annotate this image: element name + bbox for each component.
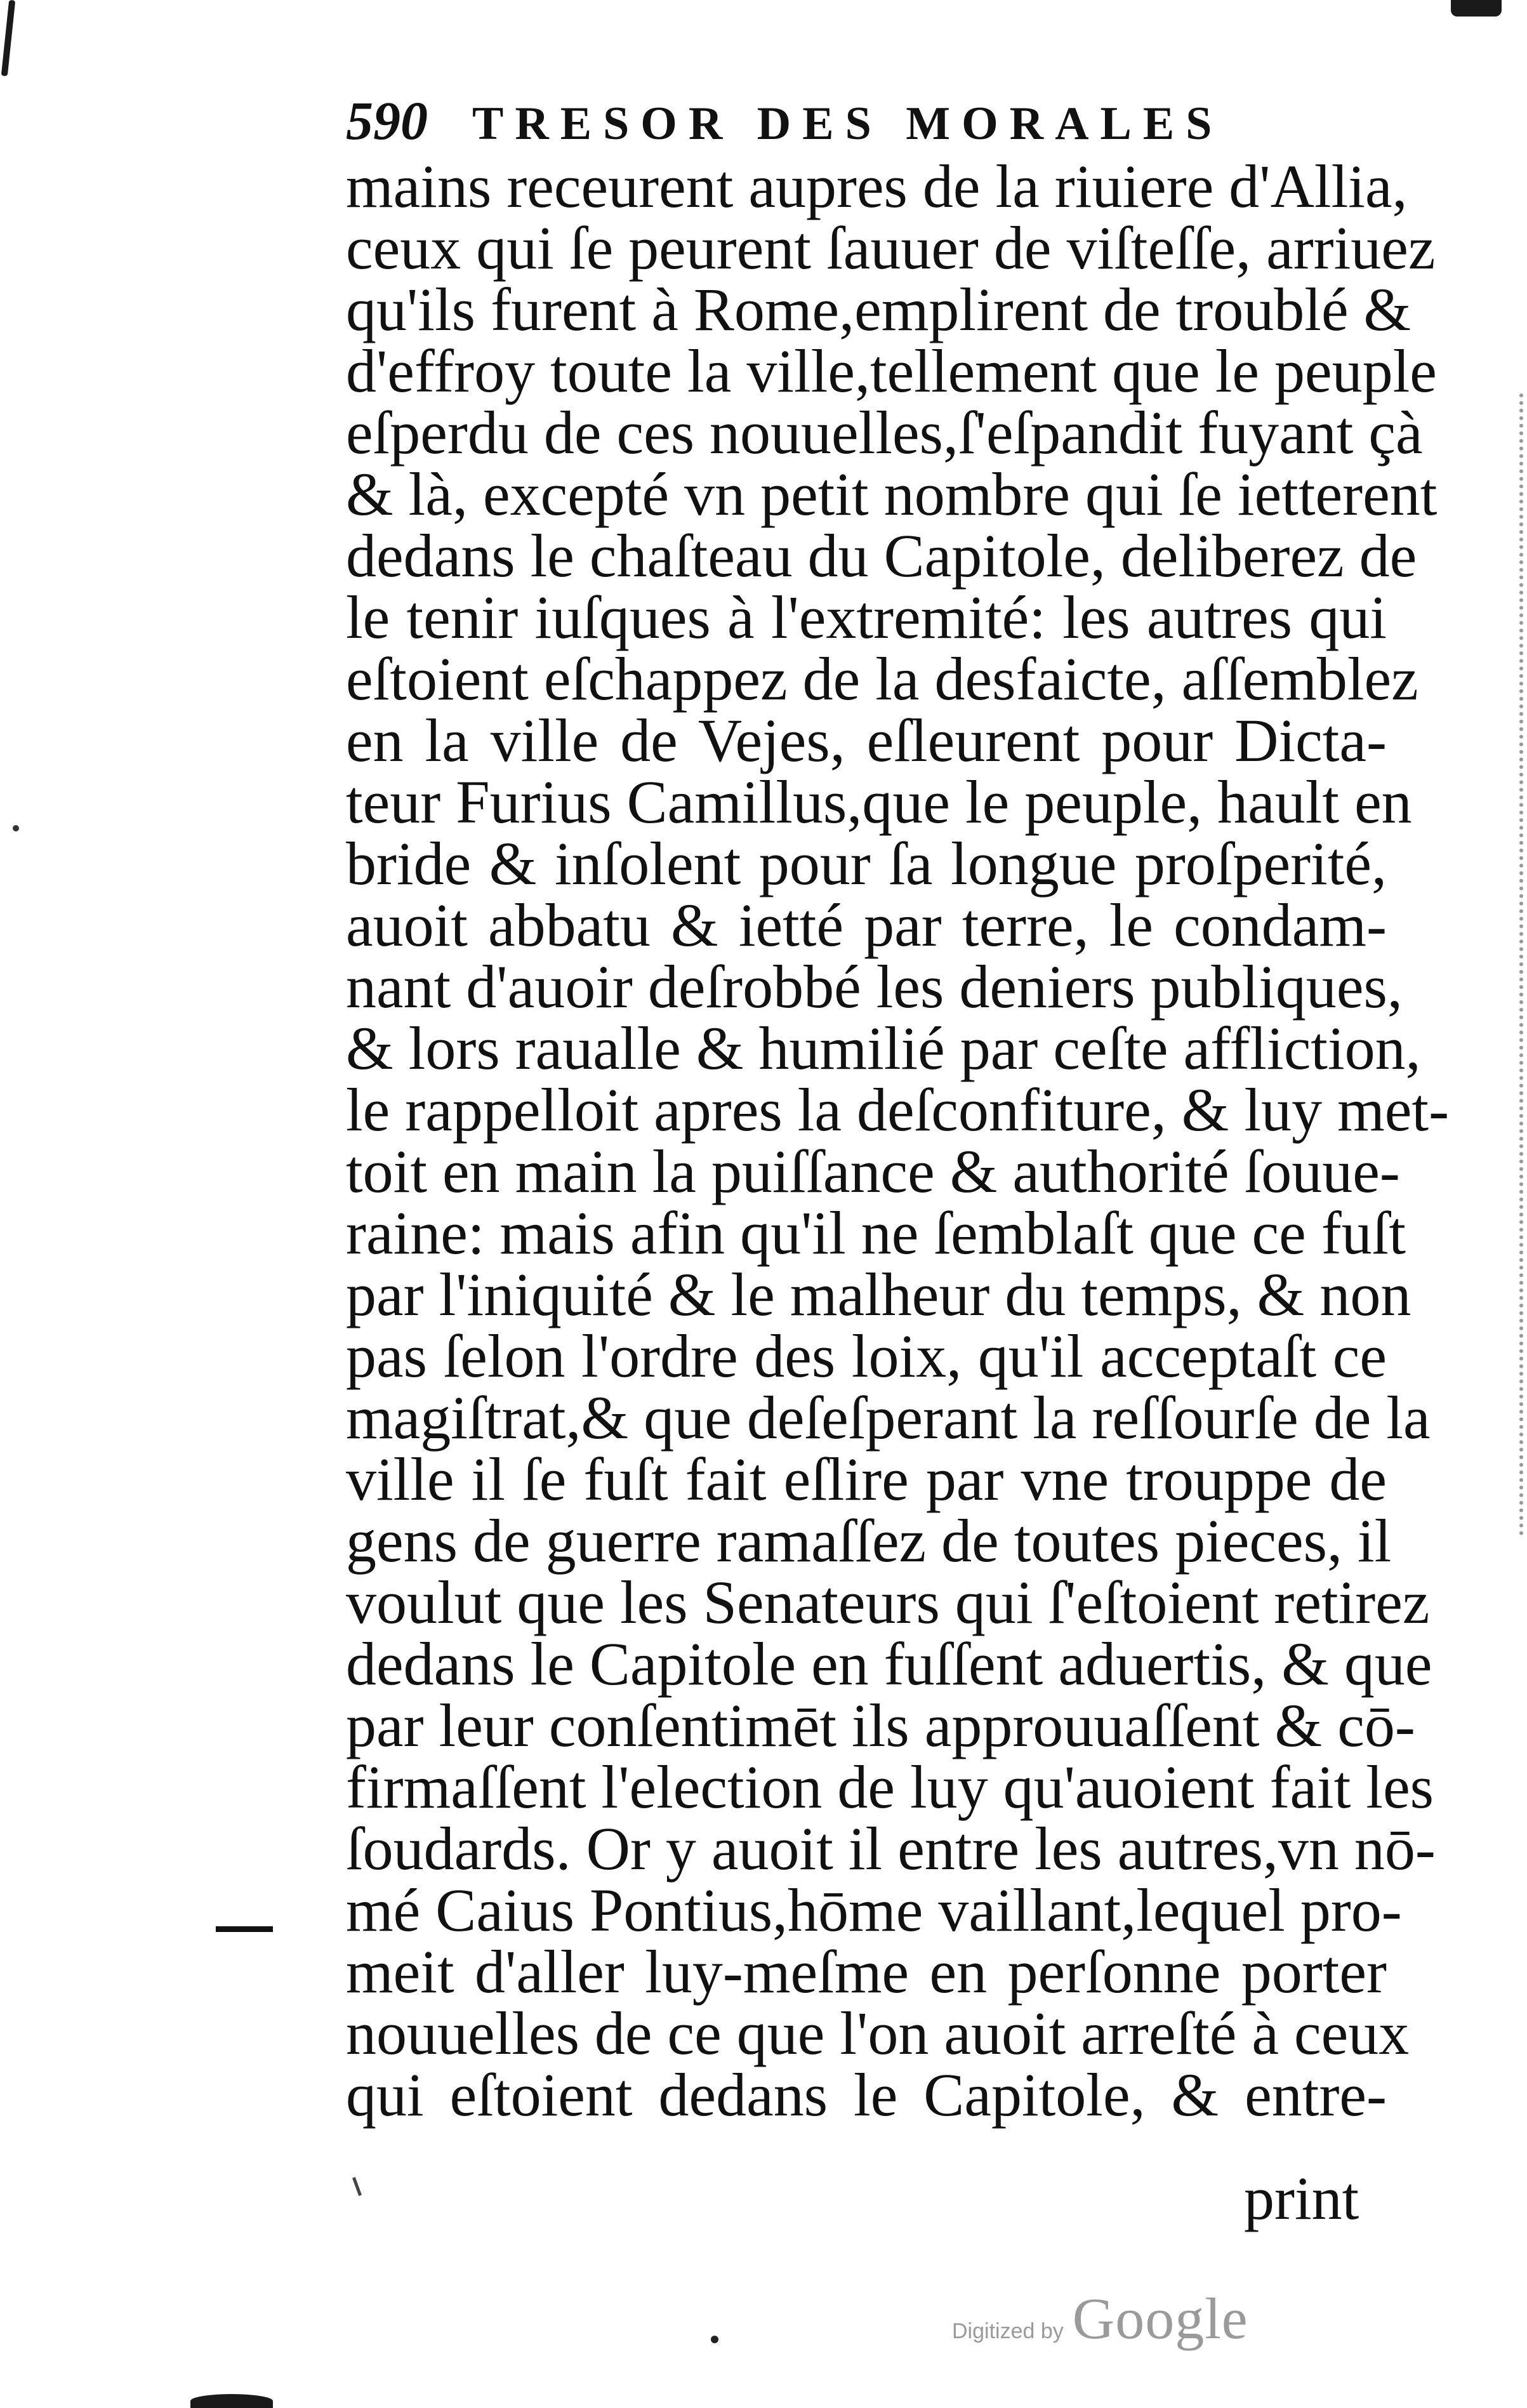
text-line: auoit abbatu & ietté par terre, le condam-	[346, 891, 1387, 959]
text-line: eſperdu de ces nouuelles,ſ'eſpandit fuyant çà	[346, 399, 1423, 466]
text-line: en la ville de Vejes, eſleurent pour Dicta-	[346, 706, 1387, 774]
text-line: & lors raualle & humilié par ceſte affliction,	[346, 1014, 1421, 1082]
page-header	[346, 89, 1247, 159]
scan-edge-mark	[1451, 0, 1502, 17]
text-line: qu'ils furent à Rome,emplirent de troublé &	[346, 275, 1411, 343]
text-line: qui eſtoient dedans le Capitole, & entre-	[346, 2061, 1387, 2129]
text-line: & là, excepté vn petit nombre qui ſe ietterent	[346, 460, 1438, 528]
text-line: ceux qui ſe peurent ſauuer de viſteſſe, arriuez	[346, 214, 1436, 282]
text-line: le tenir iuſques à l'extremité: les autres qui	[346, 583, 1387, 651]
text-line: firmaſſent l'election de luy qu'auoient fait les	[346, 1753, 1434, 1821]
text-line: magiſtrat,& que deſeſperant la reſſourſe de la	[346, 1384, 1431, 1452]
scan-edge-mark	[1, 0, 15, 76]
catchword: print	[1244, 2164, 1359, 2232]
margin-mark	[216, 1926, 273, 1932]
text-line: nouuelles de ce que l'on auoit arreſté à ceux	[346, 1999, 1410, 2067]
text-line: par leur conſentimēt ils approuuaſſent & cō-	[346, 1691, 1415, 1759]
text-line: dedans le chaſteau du Capitole, deliberez de	[346, 522, 1417, 590]
text-line: teur Furius Camillus,que le peuple, hault en	[346, 768, 1412, 836]
text-line: raine: mais afin qu'il ne ſemblaſt que ce fuſt	[346, 1199, 1406, 1267]
text-line: gens de guerre ramaſſez de toutes pieces, il	[346, 1507, 1392, 1575]
text-line: le rappelloit apres la deſconfiture, & luy met-	[346, 1076, 1450, 1144]
scan-edge-mark	[190, 2394, 273, 2408]
page-edge-shadow	[1514, 394, 1523, 1536]
text-line: dedans le Capitole en fuſſent aduertis, & que	[346, 1630, 1432, 1698]
text-line: meit d'aller luy-meſme en perſonne porter	[346, 1938, 1387, 2006]
text-line: ſoudards. Or y auoit il entre les autres,vn nō-	[346, 1815, 1436, 1882]
ink-speck	[13, 825, 19, 831]
page-number: 590	[346, 90, 428, 151]
body-text	[346, 152, 1450, 2129]
ink-speck	[352, 2177, 362, 2196]
text-line: mé Caius Pontius,hōme vaillant,lequel pro-	[346, 1876, 1402, 1944]
text-line: d'effroy toute la ville,tellement que le peuple	[346, 337, 1437, 405]
running-head: TRESOR DES MORALES	[472, 98, 1224, 150]
text-line: mains receurent aupres de la riuiere d'Allia,	[346, 152, 1408, 220]
text-line: bride & inſolent pour ſa longue proſperité,	[346, 830, 1387, 897]
text-line: ville il ſe fuſt fait eſlire par vne trouppe de	[346, 1445, 1387, 1513]
text-line: voulut que les Senateurs qui ſ'eſtoient retirez	[346, 1568, 1430, 1636]
watermark-prefix: Digitized by	[952, 2319, 1064, 2343]
text-line: toit en main la puiſſance & authorité ſouue-	[346, 1137, 1400, 1205]
google-logo: Google	[1072, 2286, 1248, 2351]
text-line: pas ſelon l'ordre des loix, qu'il acceptaſt ce	[346, 1322, 1387, 1390]
text-line: par l'iniquité & le malheur du temps, & non	[346, 1260, 1411, 1328]
digitized-watermark	[952, 2285, 1248, 2352]
text-line: eſtoient eſchappez de la desfaicte, aſſemblez	[346, 645, 1418, 713]
ink-speck	[711, 2336, 718, 2343]
text-line: nant d'auoir deſrobbé les deniers publiques,	[346, 953, 1403, 1021]
